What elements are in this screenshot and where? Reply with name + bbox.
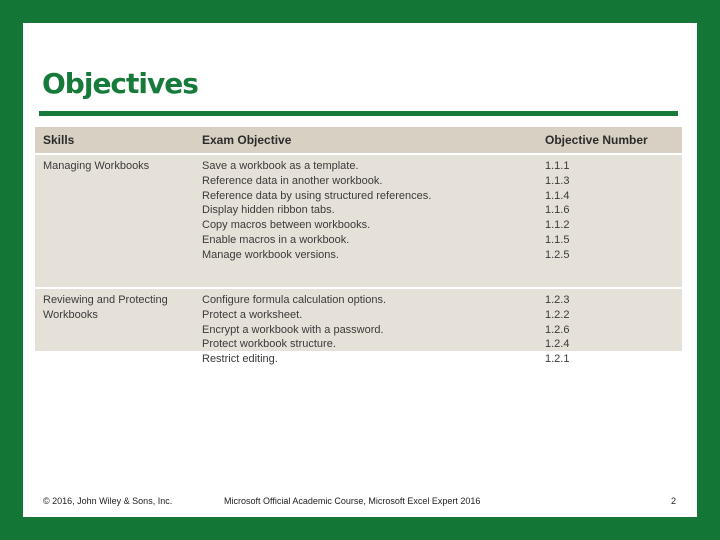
title-underline [39, 111, 678, 116]
objective-item: Protect workbook structure. [202, 338, 336, 351]
header-objective-number: Objective Number [545, 133, 648, 147]
objectives-cell [202, 293, 386, 367]
objectives-cell [202, 159, 431, 263]
header-exam-objective: Exam Objective [202, 133, 292, 147]
table-header [35, 127, 682, 155]
footer-copyright: © 2016, John Wiley & Sons, Inc. [43, 496, 173, 506]
numbers-cell [545, 293, 569, 367]
slide-title: Objectives [42, 67, 198, 100]
table-row-group [35, 155, 682, 287]
skill-cell [43, 293, 168, 323]
objective-number: 1.2.3 [545, 294, 570, 306]
skill-line: Managing Workbooks [43, 160, 150, 172]
objective-number: 1.2.6 [545, 323, 570, 336]
objective-item: Display hidden ribbon tabs. [202, 204, 335, 217]
objective-number: 1.1.5 [545, 233, 570, 246]
objective-number: 1.1.3 [545, 174, 570, 187]
objective-number: 1.2.2 [545, 308, 570, 321]
header-skills: Skills [43, 133, 75, 147]
objective-number: 1.1.6 [545, 204, 570, 217]
objective-number: 1.2.1 [545, 353, 570, 366]
objective-number: 1.2.5 [545, 248, 570, 261]
objective-item: Configure formula calculation options. [202, 294, 387, 306]
objective-item: Manage workbook versions. [202, 248, 339, 261]
objective-number: 1.2.4 [545, 338, 570, 351]
objective-item: Save a workbook as a template. [202, 160, 359, 172]
table-row-group [35, 287, 682, 366]
objective-item: Copy macros between workbooks. [202, 219, 371, 232]
objective-item: Reference data in another workbook. [202, 174, 383, 187]
objective-item: Restrict editing. [202, 353, 278, 366]
skill-cell [43, 159, 149, 174]
numbers-cell [545, 159, 569, 263]
objective-number: 1.1.4 [545, 189, 570, 202]
objective-item: Reference data by using structured references. [202, 189, 432, 202]
footer-page-number: 2 [671, 496, 677, 506]
objective-number: 1.1.1 [545, 160, 570, 172]
objective-item: Encrypt a workbook with a password. [202, 323, 384, 336]
slide [23, 23, 697, 517]
objective-item: Protect a worksheet. [202, 308, 303, 321]
objective-number: 1.1.2 [545, 219, 570, 232]
footer-course: Microsoft Official Academic Course, Microsoft Excel Expert 2016 [224, 496, 481, 506]
skill-line: Workbooks [43, 308, 98, 321]
objective-item: Enable macros in a workbook. [202, 233, 350, 246]
objectives-table [35, 127, 682, 366]
skill-line: Reviewing and Protecting [43, 294, 168, 306]
